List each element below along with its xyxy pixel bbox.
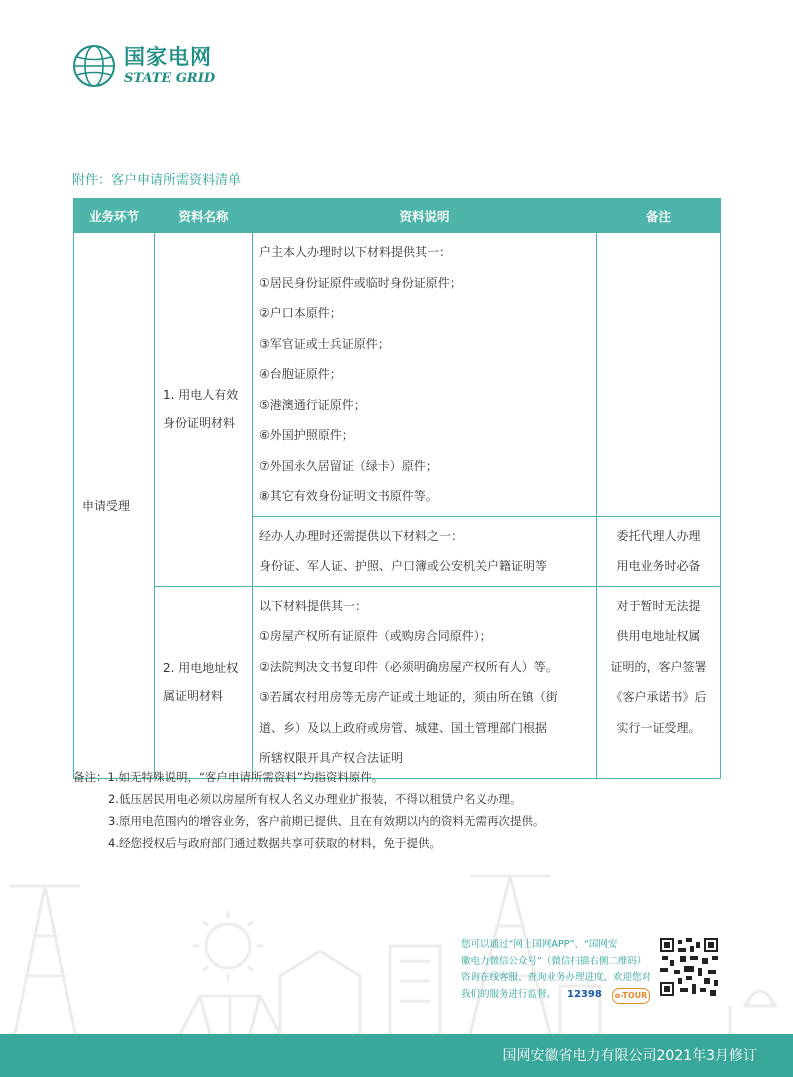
description-line: ③军官证或士兵证原件；	[259, 336, 390, 351]
description-line: ⑦外国永久居留证（绿卡）原件；	[259, 458, 438, 473]
remarks-line: 用电业务时必备	[616, 559, 701, 573]
description-line: 经办人办理时还需提供以下材料之一：	[259, 528, 464, 543]
description-line: 道、乡）及以上政府或房管、城建、国土管理部门根据	[259, 720, 548, 735]
table-row	[74, 233, 721, 517]
remarks-line: 供用电地址权属	[616, 629, 701, 643]
table-row	[74, 586, 721, 778]
contact-line: 我们的服务进行监督。	[461, 988, 557, 1000]
header-material-name: 资料名称	[155, 199, 253, 233]
description-cell	[253, 516, 597, 586]
notes-section	[73, 766, 544, 854]
footer-bar	[0, 1034, 793, 1077]
description-line: ②户口本原件；	[259, 306, 342, 320]
material-name-line: 属证明材料	[163, 689, 224, 703]
service-logo-badge: o-TOUR	[612, 988, 650, 1004]
contact-line: 您可以通过“网上国网APP”、“国网安	[461, 939, 618, 950]
material-name-cell	[155, 586, 253, 778]
table-header-row	[74, 199, 721, 233]
footer-text: 国网安徽省电力有限公司2021年3月修订	[502, 1048, 757, 1064]
description-cell	[253, 586, 597, 778]
qr-code-icon	[658, 936, 720, 998]
remarks-line: 证明的，客户签署	[610, 659, 707, 674]
material-name-line: 1. 用电人有效	[163, 388, 239, 403]
header-logo	[72, 44, 215, 88]
note-line: 4.经您授权后与政府部门通过数据共享可获取的材料，免于提供。	[108, 836, 441, 850]
description-line: ⑤港澳通行证原件；	[259, 397, 366, 412]
stage-cell: 申请受理	[74, 233, 155, 779]
material-name-line: 身份证明材料	[163, 416, 236, 431]
description-line: ③若属农村用房等无房产证或土地证的，须由所在镇（街	[259, 690, 558, 704]
description-line: ①居民身份证原件或临时身份证原件；	[259, 275, 462, 290]
header-remarks: 备注	[597, 199, 721, 233]
remarks-line: 对于暂时无法提	[616, 598, 701, 613]
remarks-cell	[597, 233, 721, 517]
contact-line: 咨询在线客服、查询业务办理进度，欢迎您对	[461, 972, 652, 983]
remarks-cell	[597, 516, 721, 586]
description-line: ⑧其它有效身份证明文书原件等。	[259, 489, 438, 503]
remarks-line: 委托代理人办理	[616, 528, 701, 543]
hotline-badge: 12398	[567, 989, 602, 1000]
note-line: 备注：1.如无特殊说明，“客户申请所需资料”均指资料原件。	[73, 770, 384, 784]
description-line: 身份证、军人证、护照、户口簿或公安机关户籍证明等	[259, 559, 548, 573]
header-stage: 业务环节	[74, 199, 155, 233]
description-line: 以下材料提供其一：	[259, 598, 368, 613]
materials-table	[73, 198, 721, 779]
logo-chinese-name: 国家电网	[124, 45, 212, 69]
description-line: ①房屋产权所有证原件（或购房合同原件）；	[259, 629, 492, 643]
header-material-description: 资料说明	[253, 199, 597, 233]
logo-english-name: STATE GRID	[124, 71, 216, 86]
remarks-cell	[597, 586, 721, 778]
description-line: 户主本人办理时以下材料提供其一：	[259, 245, 452, 259]
state-grid-globe-icon	[72, 44, 116, 88]
material-name-cell	[155, 233, 253, 587]
note-line: 2.低压居民用电必须以房屋所有权人名义办理业扩报装，不得以租赁户名义办理。	[108, 792, 522, 806]
material-name-line: 2. 用电地址权	[163, 661, 239, 675]
note-line: 3.原用电范围内的增容业务，客户前期已提供、且在有效期以内的资料无需再次提供。	[108, 814, 545, 828]
description-cell	[253, 233, 597, 517]
document-title: 附件：客户申请所需资料清单	[72, 173, 242, 188]
contact-line: 徽电力微信公众号”（微信扫描右侧二维码）	[461, 955, 647, 967]
description-line: ⑥外国护照原件；	[259, 428, 354, 442]
remarks-line: 实行一证受理。	[616, 720, 701, 735]
description-line: 所辖权限开具产权合法证明	[259, 751, 404, 765]
description-line: ④台胞证原件；	[259, 367, 342, 381]
remarks-line: 《客户承诺书》后	[610, 690, 707, 704]
description-line: ②法院判决文书复印件（必须明确房屋产权所有人）等。	[259, 659, 558, 674]
